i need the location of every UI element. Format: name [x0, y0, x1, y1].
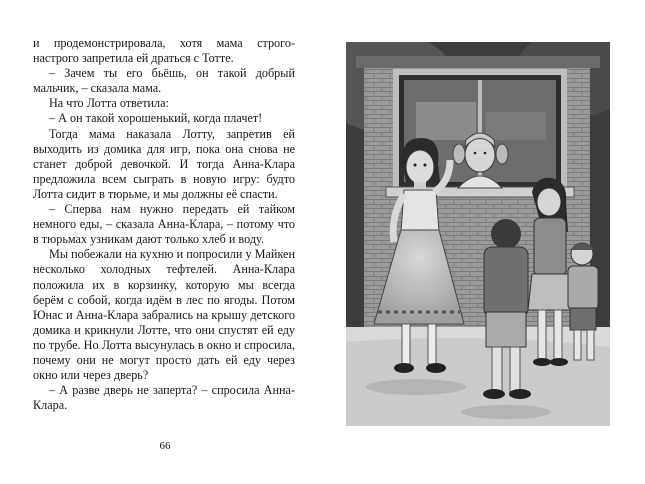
paragraph: – А разве дверь не заперта? – спросила Анна-Клара.	[33, 383, 295, 413]
paragraph: На что Лотта ответила:	[49, 96, 169, 111]
paragraph: Мы побежали на кухню и попросили у Майкен несколько холодных тефтелей. Анна-Клара положила их в корзинку, которую мы всегда берём с собой, когда идём в лес по ягоды. Потом Юнас и Анна-Клара забрались на крышу детского домика и крикнули Лотте, что они спустят ей еду по трубе. Но Лотта высунулась в окно и спросила, почему они не могут просто дать ей еду через окно или через дверь?	[33, 247, 295, 383]
paragraph: и продемонстрировала, хотя мама строго-настрого запретила ей драться с Тотте.	[33, 36, 295, 66]
illustration	[346, 42, 610, 426]
main-text	[33, 36, 295, 413]
paragraph: – Сперва нам нужно передать ей тайком немного еды, – сказала Анна-Клара, – потому что в тюрьмах узникам дают только хлеб и воду.	[33, 202, 295, 247]
paragraph: – А он такой хорошенький, когда плачет!	[49, 111, 263, 126]
paragraph: – Зачем ты его бьёшь, он такой добрый мальчик, – сказала мама.	[33, 66, 295, 96]
page-number: 66	[159, 440, 171, 452]
paragraph: Тогда мама наказала Лотту, запретив ей выходить из домика для игр, пока она снова не станет доброй девочкой. И тогда Анна-Клара предложила всем сыграть в новую игру: будто Лотта сидит в тюрьме, и мы должны её спасти.	[33, 126, 295, 201]
